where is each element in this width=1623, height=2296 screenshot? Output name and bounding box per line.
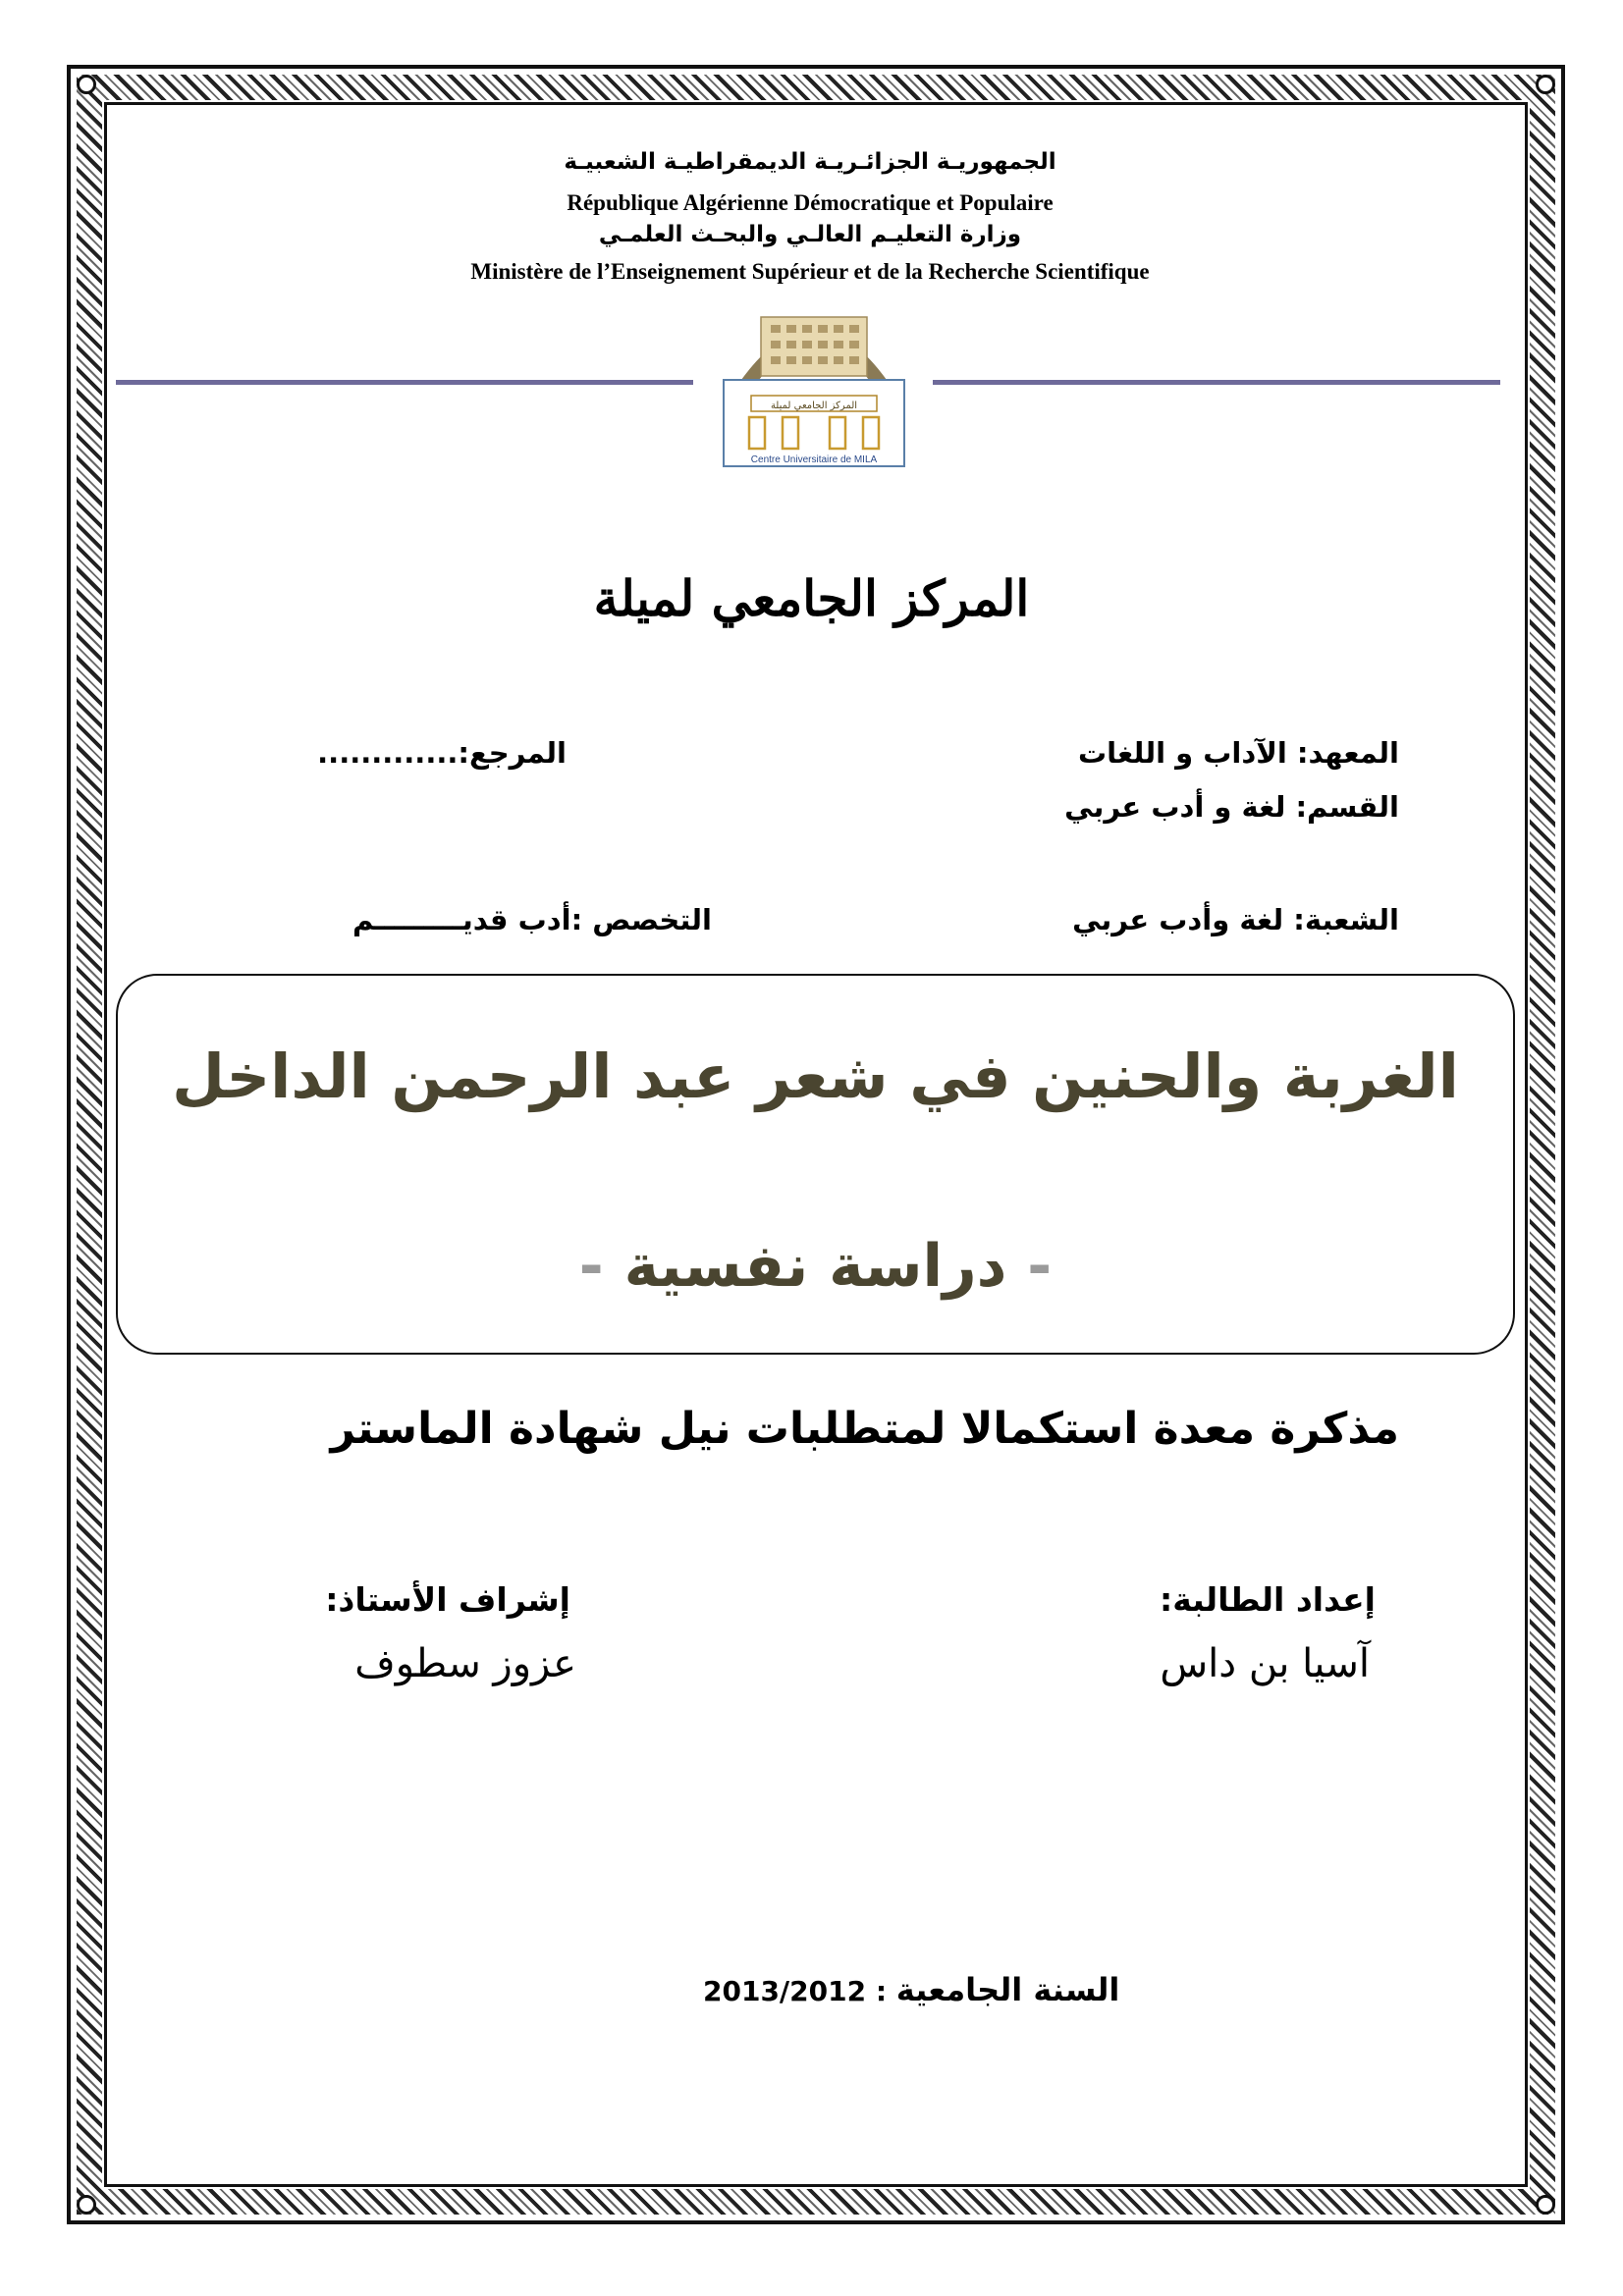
branch-line: الشعبة: لغة وأدب عربي [1072, 903, 1399, 936]
ministry-arabic: وزارة التعليـم العالـي والبحـث العلمـي [598, 222, 1022, 247]
department-line: القسم: لغة و أدب عربي [1064, 790, 1399, 824]
memoire-statement: مذكرة معدة استكمالا لمتطلبات نيل شهادة الماستر [330, 1404, 1399, 1454]
academic-year-value: 2013/2012 [703, 1975, 867, 2007]
student-name: آسيا بن داس [1160, 1641, 1370, 1686]
border-corner-ornament [1536, 75, 1555, 94]
supervisor-label: إشراف الأستاذ: [325, 1580, 570, 1619]
logo-caption: Centre Universitaire de MILA [750, 454, 878, 465]
header-rule-right [933, 380, 1500, 385]
border-corner-ornament [1536, 2195, 1555, 2215]
header-rule-left [116, 380, 693, 385]
student-label: إعداد الطالبة: [1160, 1580, 1376, 1619]
academic-year-separator: : [866, 1975, 896, 2007]
republic-arabic: الجمهوريـة الجزائـريـة الديمقراطيـة الشعبيـة [564, 149, 1056, 175]
subtitle-text: دراسة نفسية [623, 1232, 1007, 1301]
thesis-subtitle [116, 1232, 1515, 1301]
subtitle-dash-left: - [578, 1232, 604, 1301]
institution-name: المركز الجامعي لميلة [593, 569, 1030, 627]
academic-year-label: السنة الجامعية [895, 1971, 1120, 2008]
university-logo [722, 290, 906, 468]
academic-year-line [703, 1971, 1119, 2008]
republic-french: République Algérienne Démocratique et Populaire [567, 190, 1054, 215]
ministry-french: Ministère de l’Enseignement Supérieur et de la Recherche Scientifique [470, 259, 1150, 284]
thesis-title: الغربة والحنين في شعر عبد الرحمن الداخل [172, 1041, 1459, 1112]
logo-plaque-text: المركز الجامعي لميلة [770, 400, 858, 411]
border-corner-ornament [77, 2195, 96, 2215]
institute-line: المعهد: الآداب و اللغات [1077, 736, 1399, 770]
specialty-line: التخصص :أدب قديـــــــــم [352, 903, 712, 936]
reference-line: المرجع:............. [317, 736, 567, 770]
border-corner-ornament [77, 75, 96, 94]
supervisor-name: عزوز سطوف [354, 1641, 576, 1686]
subtitle-dash-right: - [1027, 1232, 1053, 1301]
